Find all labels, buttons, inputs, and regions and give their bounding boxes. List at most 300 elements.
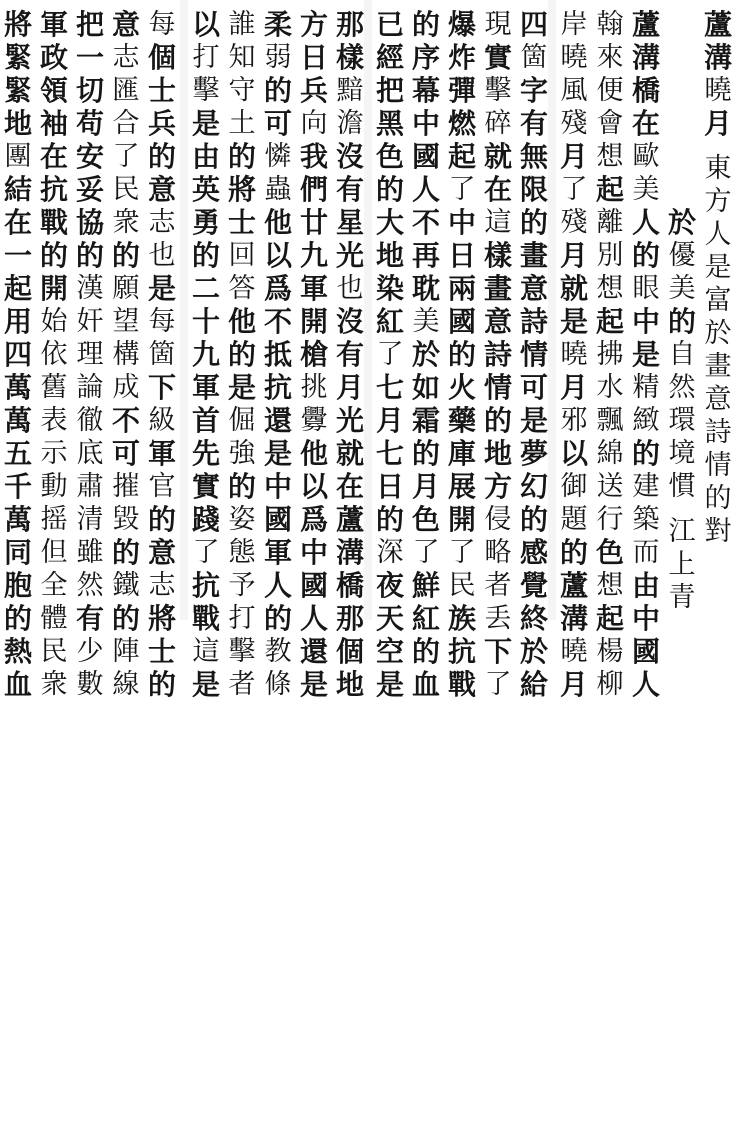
glyph: 想 — [596, 570, 624, 601]
text-column — [36, 8, 72, 700]
glyph: 不 — [111, 404, 140, 437]
glyph: 於 — [411, 338, 440, 371]
glyph: 終 — [519, 602, 548, 635]
glyph: 彈 — [447, 74, 476, 107]
glyph: 中 — [631, 305, 660, 338]
glyph: 於 — [667, 206, 696, 239]
glyph: 鮮 — [411, 569, 440, 602]
glyph: 星 — [335, 206, 364, 239]
glyph: 在 — [39, 140, 68, 173]
glyph: 緊 — [3, 74, 32, 107]
glyph: 國 — [263, 503, 292, 536]
glyph: 江 — [668, 516, 696, 547]
text-column-continued — [700, 152, 736, 760]
glyph: 鐵 — [112, 570, 140, 601]
glyph: 是 — [263, 437, 292, 470]
text-column — [188, 8, 224, 701]
glyph: 方 — [483, 470, 512, 503]
text-column — [516, 8, 552, 701]
glyph: 的 — [375, 503, 404, 536]
glyph: 協 — [75, 206, 104, 239]
glyph: 開 — [39, 272, 68, 305]
glyph: 限 — [519, 173, 548, 206]
glyph: 展 — [447, 470, 476, 503]
glyph: 紅 — [411, 602, 440, 635]
glyph: 釁 — [300, 405, 328, 436]
glyph: 摧 — [112, 471, 140, 502]
glyph: 中 — [263, 470, 292, 503]
glyph: 畫 — [483, 272, 512, 305]
glyph: 的 — [559, 536, 588, 569]
glyph: 地 — [335, 668, 364, 701]
glyph: 的 — [483, 404, 512, 437]
glyph: 橋 — [335, 569, 364, 602]
glyph: 不 — [263, 305, 292, 338]
glyph: 的 — [631, 437, 660, 470]
glyph: 青 — [668, 582, 696, 613]
glyph: 詩 — [519, 305, 548, 338]
glyph: 是 — [375, 668, 404, 701]
glyph: 有 — [519, 107, 548, 140]
glyph: 紅 — [375, 305, 404, 338]
glyph: 他 — [263, 206, 292, 239]
glyph: 黑 — [375, 107, 404, 140]
glyph: 挑 — [300, 372, 328, 403]
glyph: 官 — [148, 471, 176, 502]
glyph: 國 — [631, 635, 660, 668]
glyph: 無 — [519, 140, 548, 173]
glyph: 予 — [228, 570, 256, 601]
glyph: 蘆 — [631, 8, 660, 41]
glyph: 於 — [519, 635, 548, 668]
glyph: 了 — [448, 174, 476, 205]
glyph: 人 — [704, 219, 732, 250]
glyph: 線 — [112, 669, 140, 700]
glyph: 畫 — [519, 239, 548, 272]
glyph: 九 — [299, 239, 328, 272]
glyph: 的 — [191, 239, 220, 272]
glyph: 級 — [148, 405, 176, 436]
glyph: 境 — [668, 438, 696, 469]
glyph: 以 — [191, 8, 220, 41]
glyph: 的 — [667, 305, 696, 338]
glyph: 有 — [335, 338, 364, 371]
text-column — [332, 8, 368, 701]
glyph: 二 — [191, 272, 220, 305]
glyph: 戰 — [447, 668, 476, 701]
glyph: 論 — [76, 372, 104, 403]
panel-gutter — [180, 0, 188, 620]
glyph: 九 — [191, 338, 220, 371]
text-column — [296, 8, 332, 701]
glyph: 給 — [519, 668, 548, 701]
glyph: 誰 — [228, 9, 256, 40]
glyph: 者 — [484, 570, 512, 601]
glyph: 七 — [375, 437, 404, 470]
glyph: 蘆 — [335, 503, 364, 536]
glyph: 願 — [112, 273, 140, 304]
glyph: 胞 — [3, 569, 32, 602]
glyph: 領 — [39, 74, 68, 107]
glyph: 始 — [40, 306, 68, 337]
glyph: 拂 — [596, 339, 624, 370]
glyph: 的 — [263, 602, 292, 635]
glyph: 國 — [411, 140, 440, 173]
glyph: 起 — [595, 602, 624, 635]
glyph: 富 — [704, 285, 732, 316]
glyph: 戰 — [39, 206, 68, 239]
glyph: 爆 — [447, 8, 476, 41]
glyph: 由 — [191, 140, 220, 173]
glyph: 丢 — [484, 603, 512, 634]
glyph: 的 — [519, 503, 548, 536]
glyph: 結 — [3, 173, 32, 206]
glyph: 就 — [483, 140, 512, 173]
glyph: 由 — [631, 569, 660, 602]
glyph: 是 — [147, 272, 176, 305]
glyph: 熱 — [3, 635, 32, 668]
glyph: 地 — [3, 107, 32, 140]
glyph: 的 — [39, 239, 68, 272]
text-column — [224, 8, 260, 700]
text-column — [556, 8, 592, 701]
glyph: 中 — [299, 536, 328, 569]
glyph: 了 — [412, 537, 440, 568]
glyph: 有 — [75, 602, 104, 635]
glyph: 那 — [335, 8, 364, 41]
glyph: 夢 — [519, 437, 548, 470]
glyph: 志 — [148, 570, 176, 601]
glyph: 姿 — [228, 504, 256, 535]
glyph: 軍 — [263, 536, 292, 569]
glyph: 將 — [147, 602, 176, 635]
glyph: 覺 — [519, 569, 548, 602]
glyph: 東 — [704, 153, 732, 184]
glyph: 抗 — [263, 371, 292, 404]
glyph: 擊 — [192, 75, 220, 106]
glyph: 蘆 — [703, 8, 732, 41]
glyph: 士 — [147, 74, 176, 107]
text-panel-3 — [372, 0, 548, 701]
glyph: 袖 — [39, 107, 68, 140]
glyph: 的 — [227, 140, 256, 173]
glyph: 下 — [483, 635, 512, 668]
glyph: 可 — [519, 371, 548, 404]
glyph: 軍 — [191, 371, 220, 404]
glyph: 建 — [632, 471, 660, 502]
glyph: 國 — [299, 569, 328, 602]
glyph: 陣 — [112, 636, 140, 667]
glyph: 數 — [76, 669, 104, 700]
glyph: 然 — [76, 570, 104, 601]
glyph: 人 — [631, 668, 660, 701]
glyph: 方 — [704, 186, 732, 217]
glyph: 實 — [483, 41, 512, 74]
glyph: 月 — [411, 470, 440, 503]
glyph: 庫 — [447, 437, 476, 470]
glyph: 美 — [412, 306, 440, 337]
glyph: 意 — [111, 8, 140, 41]
glyph: 的 — [704, 483, 732, 514]
glyph: 依 — [40, 339, 68, 370]
glyph: 的 — [447, 338, 476, 371]
glyph: 血 — [411, 668, 440, 701]
glyph: 水 — [596, 372, 624, 403]
glyph: 就 — [335, 437, 364, 470]
glyph: 了 — [448, 537, 476, 568]
glyph: 安 — [75, 140, 104, 173]
glyph: 回 — [228, 240, 256, 271]
glyph: 是 — [299, 668, 328, 701]
glyph: 自 — [668, 339, 696, 370]
glyph: 的 — [631, 239, 660, 272]
glyph: 起 — [3, 272, 32, 305]
text-panel-4 — [556, 0, 732, 701]
glyph: 抵 — [263, 338, 292, 371]
text-column — [260, 8, 296, 700]
glyph: 摇 — [40, 504, 68, 535]
glyph: 歐 — [632, 141, 660, 172]
glyph: 志 — [148, 207, 176, 238]
glyph: 兵 — [299, 74, 328, 107]
glyph: 的 — [147, 140, 176, 173]
glyph: 族 — [447, 602, 476, 635]
glyph: 萬 — [3, 404, 32, 437]
glyph: 溝 — [335, 536, 364, 569]
glyph: 了 — [192, 537, 220, 568]
glyph: 憐 — [264, 141, 292, 172]
glyph: 每 — [148, 306, 176, 337]
glyph: 會 — [596, 108, 624, 139]
glyph: 侵 — [484, 504, 512, 535]
glyph: 兩 — [447, 272, 476, 305]
glyph: 地 — [483, 437, 512, 470]
glyph: 染 — [375, 272, 404, 305]
glyph: 兵 — [147, 107, 176, 140]
glyph: 夜 — [375, 569, 404, 602]
glyph: 示 — [40, 438, 68, 469]
glyph: 少 — [76, 636, 104, 667]
glyph: 是 — [191, 107, 220, 140]
glyph: 就 — [559, 272, 588, 305]
glyph: 是 — [191, 668, 220, 701]
glyph: 民 — [448, 570, 476, 601]
glyph: 曉 — [560, 339, 588, 370]
glyph: 於 — [704, 318, 732, 349]
glyph: 意 — [519, 272, 548, 305]
glyph: 詩 — [483, 338, 512, 371]
glyph: 把 — [75, 8, 104, 41]
glyph: 士 — [227, 206, 256, 239]
text-column — [72, 8, 108, 700]
glyph: 英 — [191, 173, 220, 206]
glyph: 志 — [112, 42, 140, 73]
glyph: 是 — [519, 404, 548, 437]
glyph: 團 — [4, 141, 32, 172]
glyph: 起 — [595, 173, 624, 206]
glyph: 緊 — [3, 41, 32, 74]
glyph: 但 — [40, 537, 68, 568]
glyph: 四 — [519, 8, 548, 41]
glyph: 動 — [40, 471, 68, 502]
glyph: 他 — [299, 437, 328, 470]
glyph: 清 — [76, 504, 104, 535]
glyph: 緻 — [632, 405, 660, 436]
glyph: 精 — [632, 372, 660, 403]
glyph: 炸 — [447, 41, 476, 74]
glyph: 漢 — [76, 273, 104, 304]
glyph: 御 — [560, 471, 588, 502]
glyph: 的 — [375, 173, 404, 206]
glyph: 的 — [147, 668, 176, 701]
text-column — [0, 8, 36, 701]
glyph: 的 — [227, 470, 256, 503]
glyph: 岸 — [560, 9, 588, 40]
glyph: 的 — [111, 536, 140, 569]
glyph: 蟲 — [264, 174, 292, 205]
glyph: 溝 — [703, 41, 732, 74]
glyph: 也 — [148, 240, 176, 271]
glyph: 曉 — [560, 636, 588, 667]
glyph: 送 — [596, 471, 624, 502]
glyph: 已 — [375, 8, 404, 41]
glyph: 開 — [447, 503, 476, 536]
glyph: 月 — [559, 239, 588, 272]
glyph: 楊 — [596, 636, 624, 667]
glyph: 來 — [596, 42, 624, 73]
glyph: 蘆 — [559, 569, 588, 602]
glyph: 態 — [228, 537, 256, 568]
glyph: 個 — [335, 635, 364, 668]
glyph: 肅 — [76, 471, 104, 502]
glyph: 這 — [484, 207, 512, 238]
glyph: 在 — [335, 470, 364, 503]
glyph: 士 — [147, 635, 176, 668]
glyph: 中 — [411, 107, 440, 140]
glyph: 以 — [299, 470, 328, 503]
text-panel-1 — [0, 0, 176, 701]
glyph: 五 — [3, 437, 32, 470]
glyph: 的 — [147, 503, 176, 536]
glyph: 碎 — [484, 108, 512, 139]
panel-gutter — [548, 0, 556, 620]
glyph: 澹 — [336, 108, 364, 139]
glyph: 首 — [191, 404, 220, 437]
glyph: 民 — [112, 174, 140, 205]
glyph: 日 — [299, 41, 328, 74]
glyph: 詩 — [704, 417, 732, 448]
glyph: 人 — [411, 173, 440, 206]
glyph: 殘 — [560, 108, 588, 139]
glyph: 日 — [375, 470, 404, 503]
glyph: 合 — [112, 108, 140, 139]
glyph: 柔 — [263, 8, 292, 41]
glyph: 的 — [111, 602, 140, 635]
glyph: 意 — [147, 173, 176, 206]
glyph: 感 — [519, 536, 548, 569]
glyph: 十 — [191, 305, 220, 338]
glyph: 弱 — [264, 42, 292, 73]
glyph: 箇 — [148, 339, 176, 370]
glyph: 霜 — [411, 404, 440, 437]
glyph: 優 — [668, 240, 696, 271]
glyph: 色 — [375, 140, 404, 173]
glyph: 以 — [263, 239, 292, 272]
glyph: 是 — [704, 252, 732, 283]
glyph: 如 — [411, 371, 440, 404]
glyph: 開 — [299, 305, 328, 338]
glyph: 每 — [148, 9, 176, 40]
glyph: 情 — [519, 338, 548, 371]
text-column-continued — [664, 515, 700, 1123]
glyph: 起 — [595, 305, 624, 338]
glyph: 經 — [375, 41, 404, 74]
glyph: 我 — [299, 140, 328, 173]
glyph: 光 — [335, 404, 364, 437]
glyph: 翰 — [596, 9, 624, 40]
glyph: 在 — [3, 206, 32, 239]
glyph: 體 — [40, 603, 68, 634]
glyph: 美 — [632, 174, 660, 205]
glyph: 曉 — [560, 42, 588, 73]
text-column — [408, 8, 444, 701]
glyph: 踐 — [191, 503, 220, 536]
glyph: 天 — [375, 602, 404, 635]
glyph: 徹 — [76, 405, 104, 436]
glyph: 守 — [228, 75, 256, 106]
glyph: 了 — [112, 141, 140, 172]
glyph: 土 — [228, 108, 256, 139]
glyph: 眼 — [632, 273, 660, 304]
glyph: 的 — [3, 602, 32, 635]
glyph: 他 — [227, 305, 256, 338]
glyph: 色 — [595, 536, 624, 569]
glyph: 光 — [335, 239, 364, 272]
glyph: 抗 — [191, 569, 220, 602]
glyph: 構 — [112, 339, 140, 370]
glyph: 一 — [3, 239, 32, 272]
glyph: 了 — [376, 339, 404, 370]
glyph: 地 — [375, 239, 404, 272]
glyph: 的 — [75, 239, 104, 272]
glyph: 可 — [111, 437, 140, 470]
glyph: 戰 — [191, 602, 220, 635]
glyph: 月 — [375, 404, 404, 437]
glyph: 勇 — [191, 206, 220, 239]
glyph: 美 — [668, 273, 696, 304]
glyph: 雖 — [76, 537, 104, 568]
glyph: 這 — [192, 636, 220, 667]
glyph: 不 — [411, 206, 440, 239]
glyph: 略 — [484, 537, 512, 568]
text-column — [592, 8, 628, 700]
glyph: 了 — [560, 174, 588, 205]
glyph: 還 — [299, 635, 328, 668]
glyph: 題 — [560, 504, 588, 535]
glyph: 打 — [228, 603, 256, 634]
glyph: 一 — [75, 41, 104, 74]
glyph: 沒 — [335, 140, 364, 173]
glyph: 苟 — [75, 107, 104, 140]
glyph: 軍 — [299, 272, 328, 305]
glyph: 意 — [483, 305, 512, 338]
glyph: 理 — [76, 339, 104, 370]
glyph: 奸 — [76, 306, 104, 337]
glyph: 衆 — [112, 207, 140, 238]
glyph: 是 — [227, 371, 256, 404]
glyph: 風 — [560, 75, 588, 106]
glyph: 軍 — [39, 8, 68, 41]
